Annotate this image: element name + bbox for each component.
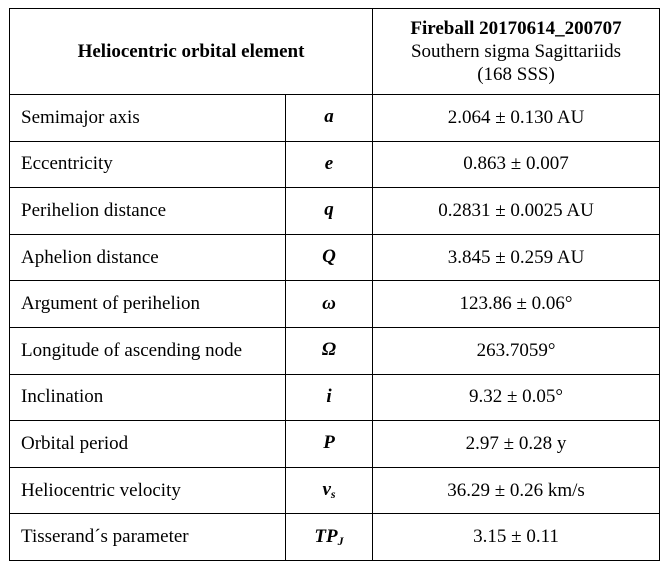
element-name: Argument of perihelion — [10, 281, 286, 328]
table-row — [10, 95, 660, 142]
element-symbol — [286, 327, 373, 374]
table-body — [10, 95, 660, 561]
table-header-row — [10, 9, 660, 95]
element-value: 123.86 ± 0.06° — [373, 281, 660, 328]
symbol-subscript: J — [337, 533, 344, 548]
element-symbol — [286, 234, 373, 281]
element-name: Eccentricity — [10, 141, 286, 188]
element-symbol — [286, 467, 373, 514]
element-name: Tisserand´s parameter — [10, 514, 286, 561]
element-name: Semimajor axis — [10, 95, 286, 142]
element-value: 3.15 ± 0.11 — [373, 514, 660, 561]
element-symbol — [286, 281, 373, 328]
element-name: Longitude of ascending node — [10, 327, 286, 374]
element-value: 3.845 ± 0.259 AU — [373, 234, 660, 281]
element-symbol — [286, 374, 373, 421]
element-name: Orbital period — [10, 421, 286, 468]
element-symbol — [286, 141, 373, 188]
element-name: Perihelion distance — [10, 188, 286, 235]
symbol-text: a — [324, 106, 334, 128]
element-name: Heliocentric velocity — [10, 467, 286, 514]
element-value: 2.064 ± 0.130 AU — [373, 95, 660, 142]
orbital-elements-table — [9, 8, 660, 561]
element-symbol — [286, 421, 373, 468]
symbol-text: TP — [314, 525, 338, 547]
shower-code: (168 SSS) — [477, 64, 555, 85]
element-symbol — [286, 95, 373, 142]
orbital-elements-table-wrapper — [9, 8, 659, 561]
symbol-subscript: s — [330, 487, 336, 502]
symbol-text: Ω — [321, 339, 337, 361]
table-row — [10, 141, 660, 188]
table-row — [10, 188, 660, 235]
element-value: 36.29 ± 0.26 km/s — [373, 467, 660, 514]
table-row — [10, 327, 660, 374]
table-row — [10, 467, 660, 514]
column-header-fireball — [373, 9, 660, 95]
table-row — [10, 374, 660, 421]
table-row — [10, 421, 660, 468]
table-row — [10, 514, 660, 561]
element-name: Aphelion distance — [10, 234, 286, 281]
element-value: 263.7059° — [373, 327, 660, 374]
shower-name: Southern sigma Sagittariids — [410, 41, 622, 62]
symbol-text: ω — [322, 292, 336, 314]
symbol-text: q — [324, 199, 334, 221]
element-value: 9.32 ± 0.05° — [373, 374, 660, 421]
element-value: 2.97 ± 0.28 y — [373, 421, 660, 468]
table-row — [10, 234, 660, 281]
symbol-text: Q — [322, 246, 336, 268]
element-value: 0.863 ± 0.007 — [373, 141, 660, 188]
table-row — [10, 281, 660, 328]
symbol-text: v — [322, 479, 331, 501]
symbol-text: e — [324, 152, 334, 174]
column-header-element: Heliocentric orbital element — [10, 9, 373, 95]
element-symbol — [286, 514, 373, 561]
fireball-id: Fireball 20170614_200707 — [410, 18, 622, 39]
symbol-text: i — [326, 385, 332, 407]
element-name: Inclination — [10, 374, 286, 421]
element-symbol — [286, 188, 373, 235]
symbol-text: P — [323, 432, 335, 454]
element-value: 0.2831 ± 0.0025 AU — [373, 188, 660, 235]
